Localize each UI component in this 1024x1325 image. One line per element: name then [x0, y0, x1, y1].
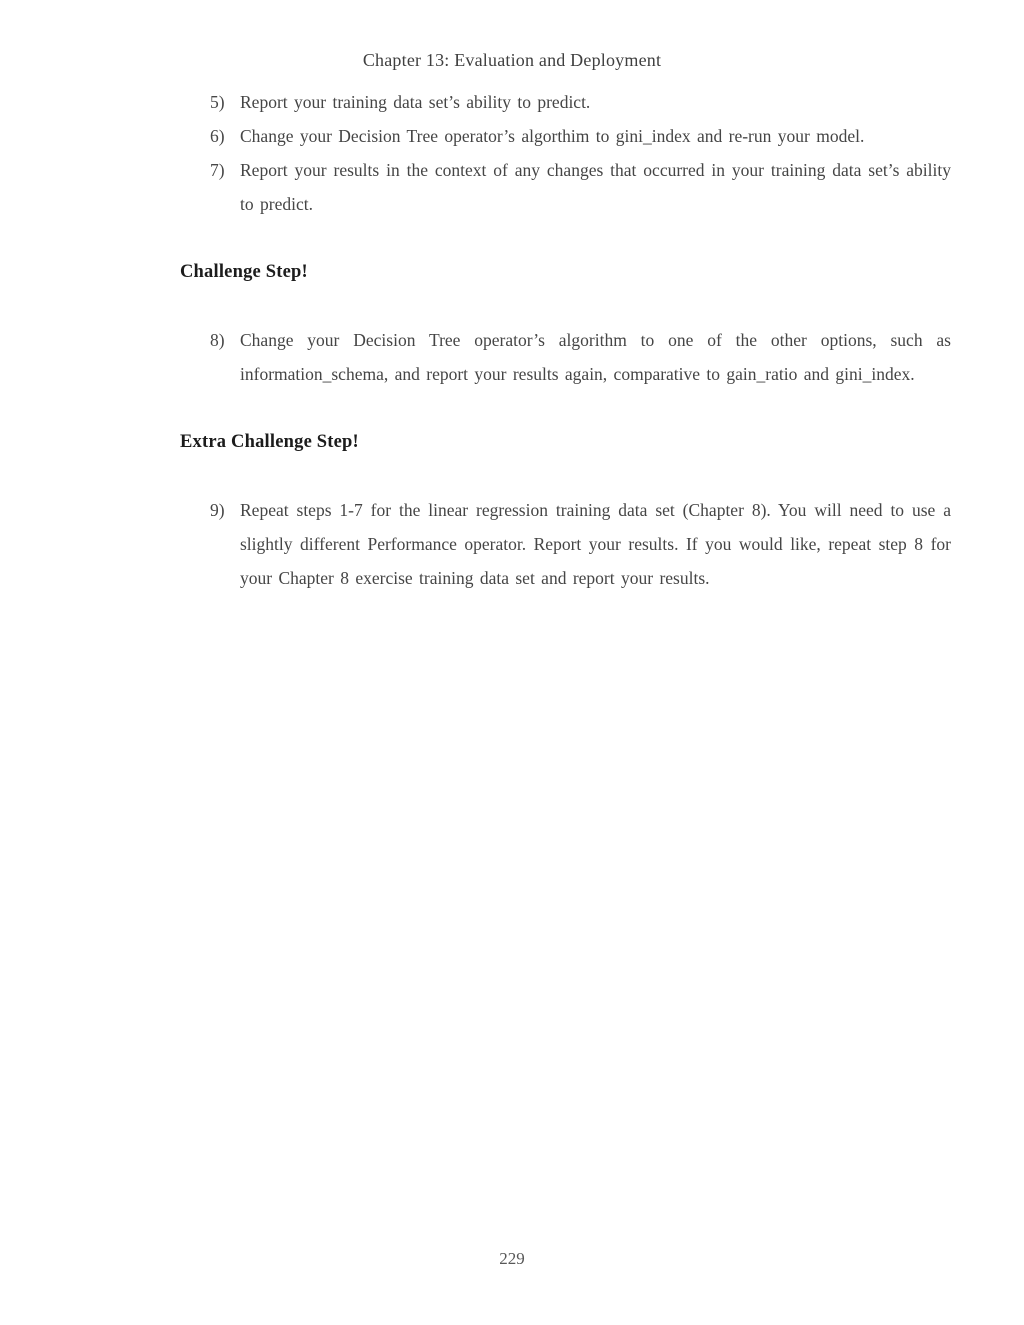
list-item-text: Report your results in the context of any changes that occurred in your training data set’s ability to predict. [240, 160, 951, 214]
challenge-step-heading: Challenge Step! [180, 262, 308, 282]
running-header: Chapter 13: Evaluation and Deployment [362, 50, 662, 70]
page-content [180, 85, 951, 595]
list-item-text: Repeat steps 1-7 for the linear regression training data set (Chapter 8). You will need to use a slightly different Performance operator. Report your results. If you would like, repeat step 8 for your Chapter 8 exercise training data set and report your results. [240, 500, 951, 588]
list-item [180, 323, 951, 391]
list-item-number: 5) [210, 92, 225, 112]
list-item [180, 153, 951, 221]
extra-challenge-step-heading: Extra Challenge Step! [180, 432, 359, 452]
list-item-text: Report your training data set’s ability to predict. [240, 92, 591, 112]
list-item-text: Change your Decision Tree operator’s algorthim to gini_index and re-run your model. [240, 126, 865, 146]
list-item-number: 7) [210, 160, 225, 180]
list-item [180, 119, 951, 153]
list-item-number: 8) [210, 330, 225, 350]
page-number: 229 [499, 1249, 525, 1268]
list-item [180, 493, 951, 595]
list-item-text: Change your Decision Tree operator’s algorithm to one of the other options, such as information_schema, and report your results again, comparative to gain_ratio and gini_index. [240, 330, 951, 384]
list-item-number: 9) [210, 500, 225, 520]
list-item-number: 6) [210, 126, 225, 146]
list-item [180, 85, 951, 119]
